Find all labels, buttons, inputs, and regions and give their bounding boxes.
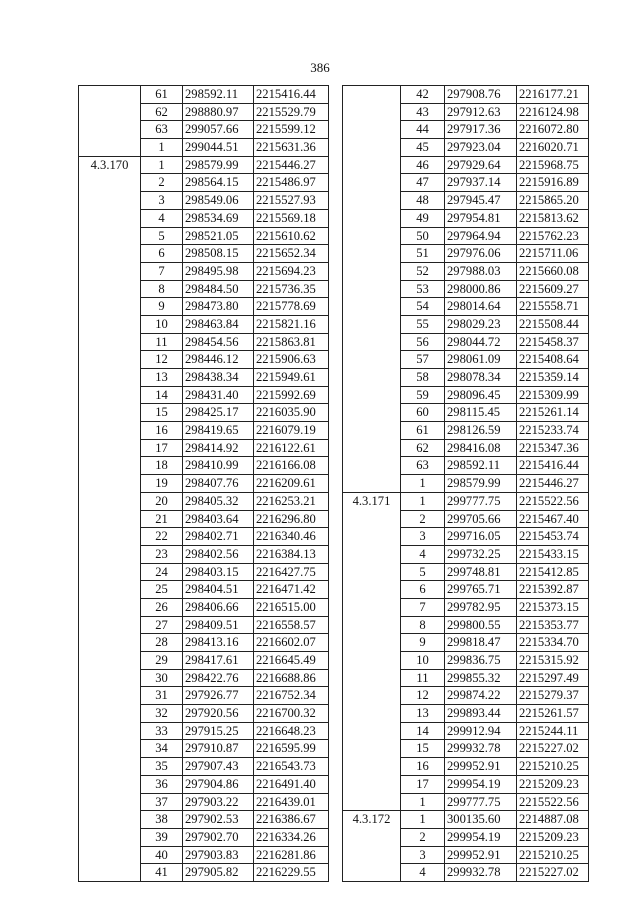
y-coordinate-cell: 2215392.87 [517, 581, 589, 599]
point-number-cell: 62 [401, 439, 445, 457]
x-coordinate-cell: 298096.45 [445, 386, 517, 404]
y-coordinate-cell: 2215297.49 [517, 669, 589, 687]
point-number-cell: 4 [401, 545, 445, 563]
x-coordinate-cell: 298115.45 [445, 404, 517, 422]
point-number-cell: 39 [141, 828, 183, 846]
y-coordinate-cell: 2215453.74 [517, 528, 589, 546]
y-coordinate-cell: 2216334.26 [254, 828, 329, 846]
y-coordinate-cell: 2216072.80 [517, 121, 589, 139]
x-coordinate-cell: 298446.12 [183, 351, 254, 369]
x-coordinate-cell: 298463.84 [183, 315, 254, 333]
x-coordinate-cell: 297954.81 [445, 209, 517, 227]
x-coordinate-cell: 300135.60 [445, 811, 517, 829]
point-number-cell: 37 [141, 793, 183, 811]
point-number-cell: 61 [141, 86, 183, 104]
x-coordinate-cell: 298534.69 [183, 209, 254, 227]
y-coordinate-cell: 2216296.80 [254, 510, 329, 528]
y-coordinate-cell: 2216471.42 [254, 581, 329, 599]
point-number-cell: 59 [401, 386, 445, 404]
table-row [79, 86, 329, 104]
x-coordinate-cell: 298419.65 [183, 422, 254, 440]
point-number-cell: 16 [141, 422, 183, 440]
y-coordinate-cell: 2215609.27 [517, 280, 589, 298]
x-coordinate-cell: 299952.91 [445, 846, 517, 864]
point-number-cell: 4 [401, 864, 445, 882]
x-coordinate-cell: 298126.59 [445, 422, 517, 440]
x-coordinate-cell: 298416.08 [445, 439, 517, 457]
x-coordinate-cell: 297908.76 [445, 86, 517, 104]
point-number-cell: 15 [401, 740, 445, 758]
x-coordinate-cell: 297910.87 [183, 740, 254, 758]
y-coordinate-cell: 2215446.27 [254, 156, 329, 174]
y-coordinate-cell: 2216543.73 [254, 758, 329, 776]
x-coordinate-cell: 297920.56 [183, 705, 254, 723]
point-number-cell: 9 [401, 634, 445, 652]
x-coordinate-cell: 299748.81 [445, 563, 517, 581]
y-coordinate-cell: 2215821.16 [254, 315, 329, 333]
point-number-cell: 63 [401, 457, 445, 475]
point-number-cell: 1 [401, 492, 445, 510]
y-coordinate-cell: 2215210.25 [517, 758, 589, 776]
y-coordinate-cell: 2215446.27 [517, 475, 589, 493]
x-coordinate-cell: 298410.99 [183, 457, 254, 475]
x-coordinate-cell: 299836.75 [445, 652, 517, 670]
x-coordinate-cell: 298425.17 [183, 404, 254, 422]
x-coordinate-cell: 298414.92 [183, 439, 254, 457]
y-coordinate-cell: 2215416.44 [254, 86, 329, 104]
point-number-cell: 22 [141, 528, 183, 546]
x-coordinate-cell: 299777.75 [445, 492, 517, 510]
y-coordinate-cell: 2215408.64 [517, 351, 589, 369]
point-number-cell: 14 [141, 386, 183, 404]
x-coordinate-cell: 298473.80 [183, 298, 254, 316]
x-coordinate-cell: 299732.25 [445, 545, 517, 563]
x-coordinate-cell: 298592.11 [183, 86, 254, 104]
y-coordinate-cell: 2216079.19 [254, 422, 329, 440]
y-coordinate-cell: 2215315.92 [517, 652, 589, 670]
x-coordinate-cell: 299705.66 [445, 510, 517, 528]
y-coordinate-cell: 2216386.67 [254, 811, 329, 829]
x-coordinate-cell: 299044.51 [183, 139, 254, 157]
x-coordinate-cell: 299932.78 [445, 740, 517, 758]
point-number-cell: 31 [141, 687, 183, 705]
x-coordinate-cell: 298880.97 [183, 103, 254, 121]
x-coordinate-cell: 299057.66 [183, 121, 254, 139]
x-coordinate-cell: 299912.94 [445, 722, 517, 740]
point-number-cell: 10 [401, 652, 445, 670]
y-coordinate-cell: 2215227.02 [517, 740, 589, 758]
table-row [343, 811, 589, 829]
point-number-cell: 12 [401, 687, 445, 705]
coordinates-table-left [78, 85, 329, 882]
x-coordinate-cell: 297903.83 [183, 846, 254, 864]
y-coordinate-cell: 2215711.06 [517, 245, 589, 263]
point-number-cell: 57 [401, 351, 445, 369]
y-coordinate-cell: 2215529.79 [254, 103, 329, 121]
point-number-cell: 29 [141, 652, 183, 670]
point-number-cell: 46 [401, 156, 445, 174]
x-coordinate-cell: 298402.56 [183, 545, 254, 563]
y-coordinate-cell: 2216229.55 [254, 864, 329, 882]
section-id-cell: 4.3.171 [343, 492, 401, 810]
table-row [79, 156, 329, 174]
x-coordinate-cell: 297976.06 [445, 245, 517, 263]
y-coordinate-cell: 2216491.40 [254, 775, 329, 793]
point-number-cell: 56 [401, 333, 445, 351]
point-number-cell: 3 [401, 528, 445, 546]
y-coordinate-cell: 2215863.81 [254, 333, 329, 351]
point-number-cell: 26 [141, 598, 183, 616]
y-coordinate-cell: 2215334.70 [517, 634, 589, 652]
point-number-cell: 5 [401, 563, 445, 581]
y-coordinate-cell: 2216602.07 [254, 634, 329, 652]
point-number-cell: 4 [141, 209, 183, 227]
y-coordinate-cell: 2216035.90 [254, 404, 329, 422]
x-coordinate-cell: 298484.50 [183, 280, 254, 298]
point-number-cell: 17 [401, 775, 445, 793]
x-coordinate-cell: 297923.04 [445, 139, 517, 157]
point-number-cell: 2 [401, 828, 445, 846]
point-number-cell: 24 [141, 563, 183, 581]
point-number-cell: 3 [401, 846, 445, 864]
y-coordinate-cell: 2215433.15 [517, 545, 589, 563]
x-coordinate-cell: 298078.34 [445, 369, 517, 387]
y-coordinate-cell: 2215569.18 [254, 209, 329, 227]
point-number-cell: 25 [141, 581, 183, 599]
x-coordinate-cell: 298438.34 [183, 369, 254, 387]
y-coordinate-cell: 2216177.21 [517, 86, 589, 104]
x-coordinate-cell: 299954.19 [445, 828, 517, 846]
y-coordinate-cell: 2215599.12 [254, 121, 329, 139]
x-coordinate-cell: 298061.09 [445, 351, 517, 369]
point-number-cell: 1 [401, 793, 445, 811]
x-coordinate-cell: 298422.76 [183, 669, 254, 687]
y-coordinate-cell: 2216752.34 [254, 687, 329, 705]
point-number-cell: 63 [141, 121, 183, 139]
point-number-cell: 28 [141, 634, 183, 652]
point-number-cell: 5 [141, 227, 183, 245]
point-number-cell: 48 [401, 192, 445, 210]
point-number-cell: 52 [401, 262, 445, 280]
point-number-cell: 36 [141, 775, 183, 793]
x-coordinate-cell: 297902.53 [183, 811, 254, 829]
x-coordinate-cell: 298521.05 [183, 227, 254, 245]
y-coordinate-cell: 2215778.69 [254, 298, 329, 316]
y-coordinate-cell: 2215558.71 [517, 298, 589, 316]
point-number-cell: 41 [141, 864, 183, 882]
x-coordinate-cell: 297902.70 [183, 828, 254, 846]
x-coordinate-cell: 297912.63 [445, 103, 517, 121]
x-coordinate-cell: 298454.56 [183, 333, 254, 351]
x-coordinate-cell: 297926.77 [183, 687, 254, 705]
point-number-cell: 1 [401, 475, 445, 493]
point-number-cell: 27 [141, 616, 183, 634]
x-coordinate-cell: 298508.15 [183, 245, 254, 263]
y-coordinate-cell: 2215992.69 [254, 386, 329, 404]
y-coordinate-cell: 2215660.08 [517, 262, 589, 280]
point-number-cell: 9 [141, 298, 183, 316]
x-coordinate-cell: 297903.22 [183, 793, 254, 811]
x-coordinate-cell: 298417.61 [183, 652, 254, 670]
y-coordinate-cell: 2215244.11 [517, 722, 589, 740]
x-coordinate-cell: 298579.99 [183, 156, 254, 174]
y-coordinate-cell: 2215209.23 [517, 828, 589, 846]
point-number-cell: 35 [141, 758, 183, 776]
y-coordinate-cell: 2215467.40 [517, 510, 589, 528]
y-coordinate-cell: 2215949.61 [254, 369, 329, 387]
point-number-cell: 1 [401, 811, 445, 829]
y-coordinate-cell: 2216253.21 [254, 492, 329, 510]
x-coordinate-cell: 298029.23 [445, 315, 517, 333]
y-coordinate-cell: 2215652.34 [254, 245, 329, 263]
x-coordinate-cell: 298014.64 [445, 298, 517, 316]
point-number-cell: 7 [141, 262, 183, 280]
point-number-cell: 44 [401, 121, 445, 139]
x-coordinate-cell: 298407.76 [183, 475, 254, 493]
y-coordinate-cell: 2215916.89 [517, 174, 589, 192]
y-coordinate-cell: 2216340.46 [254, 528, 329, 546]
x-coordinate-cell: 298406.66 [183, 598, 254, 616]
point-number-cell: 40 [141, 846, 183, 864]
x-coordinate-cell: 297945.47 [445, 192, 517, 210]
x-coordinate-cell: 298592.11 [445, 457, 517, 475]
y-coordinate-cell: 2215865.20 [517, 192, 589, 210]
point-number-cell: 34 [141, 740, 183, 758]
x-coordinate-cell: 298403.15 [183, 563, 254, 581]
point-number-cell: 2 [401, 510, 445, 528]
point-number-cell: 23 [141, 545, 183, 563]
x-coordinate-cell: 297929.64 [445, 156, 517, 174]
y-coordinate-cell: 2216439.01 [254, 793, 329, 811]
point-number-cell: 30 [141, 669, 183, 687]
coordinates-table-right [342, 85, 589, 882]
y-coordinate-cell: 2216384.13 [254, 545, 329, 563]
y-coordinate-cell: 2215279.37 [517, 687, 589, 705]
y-coordinate-cell: 2215412.85 [517, 563, 589, 581]
point-number-cell: 62 [141, 103, 183, 121]
x-coordinate-cell: 298431.40 [183, 386, 254, 404]
x-coordinate-cell: 298000.86 [445, 280, 517, 298]
y-coordinate-cell: 2215373.15 [517, 598, 589, 616]
y-coordinate-cell: 2215227.02 [517, 864, 589, 882]
x-coordinate-cell: 297988.03 [445, 262, 517, 280]
x-coordinate-cell: 299893.44 [445, 705, 517, 723]
point-number-cell: 45 [401, 139, 445, 157]
point-number-cell: 19 [141, 475, 183, 493]
x-coordinate-cell: 299782.95 [445, 598, 517, 616]
table-row [343, 86, 589, 104]
x-coordinate-cell: 297964.94 [445, 227, 517, 245]
point-number-cell: 53 [401, 280, 445, 298]
y-coordinate-cell: 2215522.56 [517, 793, 589, 811]
x-coordinate-cell: 298405.32 [183, 492, 254, 510]
point-number-cell: 54 [401, 298, 445, 316]
x-coordinate-cell: 299716.05 [445, 528, 517, 546]
y-coordinate-cell: 2215522.56 [517, 492, 589, 510]
x-coordinate-cell: 299932.78 [445, 864, 517, 882]
point-number-cell: 11 [401, 669, 445, 687]
point-number-cell: 50 [401, 227, 445, 245]
x-coordinate-cell: 298564.15 [183, 174, 254, 192]
point-number-cell: 47 [401, 174, 445, 192]
y-coordinate-cell: 2216558.57 [254, 616, 329, 634]
y-coordinate-cell: 2216427.75 [254, 563, 329, 581]
x-coordinate-cell: 297905.82 [183, 864, 254, 882]
point-number-cell: 32 [141, 705, 183, 723]
y-coordinate-cell: 2215736.35 [254, 280, 329, 298]
y-coordinate-cell: 2216515.00 [254, 598, 329, 616]
y-coordinate-cell: 2215968.75 [517, 156, 589, 174]
x-coordinate-cell: 298402.71 [183, 528, 254, 546]
point-number-cell: 11 [141, 333, 183, 351]
y-coordinate-cell: 2215527.93 [254, 192, 329, 210]
point-number-cell: 21 [141, 510, 183, 528]
point-number-cell: 20 [141, 492, 183, 510]
point-number-cell: 14 [401, 722, 445, 740]
section-id-cell: 4.3.172 [343, 811, 401, 882]
point-number-cell: 38 [141, 811, 183, 829]
y-coordinate-cell: 2216122.61 [254, 439, 329, 457]
y-coordinate-cell: 2216688.86 [254, 669, 329, 687]
point-number-cell: 61 [401, 422, 445, 440]
y-coordinate-cell: 2215353.77 [517, 616, 589, 634]
point-number-cell: 33 [141, 722, 183, 740]
y-coordinate-cell: 2216645.49 [254, 652, 329, 670]
y-coordinate-cell: 2216124.98 [517, 103, 589, 121]
y-coordinate-cell: 2215233.74 [517, 422, 589, 440]
point-number-cell: 6 [401, 581, 445, 599]
x-coordinate-cell: 297904.86 [183, 775, 254, 793]
y-coordinate-cell: 2215508.44 [517, 315, 589, 333]
x-coordinate-cell: 298403.64 [183, 510, 254, 528]
y-coordinate-cell: 2215210.25 [517, 846, 589, 864]
point-number-cell: 3 [141, 192, 183, 210]
x-coordinate-cell: 299954.19 [445, 775, 517, 793]
point-number-cell: 1 [141, 139, 183, 157]
y-coordinate-cell: 2215631.36 [254, 139, 329, 157]
x-coordinate-cell: 298413.16 [183, 634, 254, 652]
y-coordinate-cell: 2214887.08 [517, 811, 589, 829]
x-coordinate-cell: 299952.91 [445, 758, 517, 776]
x-coordinate-cell: 298549.06 [183, 192, 254, 210]
y-coordinate-cell: 2215416.44 [517, 457, 589, 475]
y-coordinate-cell: 2215261.57 [517, 705, 589, 723]
point-number-cell: 1 [141, 156, 183, 174]
y-coordinate-cell: 2215347.36 [517, 439, 589, 457]
y-coordinate-cell: 2216020.71 [517, 139, 589, 157]
point-number-cell: 55 [401, 315, 445, 333]
point-number-cell: 58 [401, 369, 445, 387]
y-coordinate-cell: 2215261.14 [517, 404, 589, 422]
point-number-cell: 51 [401, 245, 445, 263]
point-number-cell: 16 [401, 758, 445, 776]
section-id-cell [79, 86, 141, 157]
y-coordinate-cell: 2215610.62 [254, 227, 329, 245]
y-coordinate-cell: 2216700.32 [254, 705, 329, 723]
point-number-cell: 60 [401, 404, 445, 422]
y-coordinate-cell: 2216166.08 [254, 457, 329, 475]
point-number-cell: 43 [401, 103, 445, 121]
point-number-cell: 8 [141, 280, 183, 298]
section-id-cell: 4.3.170 [79, 156, 141, 881]
section-id-cell [343, 86, 401, 493]
table-row [343, 492, 589, 510]
y-coordinate-cell: 2215813.62 [517, 209, 589, 227]
y-coordinate-cell: 2216648.23 [254, 722, 329, 740]
point-number-cell: 13 [401, 705, 445, 723]
y-coordinate-cell: 2215458.37 [517, 333, 589, 351]
x-coordinate-cell: 297937.14 [445, 174, 517, 192]
point-number-cell: 8 [401, 616, 445, 634]
point-number-cell: 10 [141, 315, 183, 333]
point-number-cell: 17 [141, 439, 183, 457]
y-coordinate-cell: 2215359.14 [517, 369, 589, 387]
point-number-cell: 2 [141, 174, 183, 192]
y-coordinate-cell: 2215762.23 [517, 227, 589, 245]
x-coordinate-cell: 299818.47 [445, 634, 517, 652]
y-coordinate-cell: 2215694.23 [254, 262, 329, 280]
x-coordinate-cell: 298409.51 [183, 616, 254, 634]
x-coordinate-cell: 298579.99 [445, 475, 517, 493]
x-coordinate-cell: 299777.75 [445, 793, 517, 811]
point-number-cell: 7 [401, 598, 445, 616]
x-coordinate-cell: 297907.43 [183, 758, 254, 776]
x-coordinate-cell: 299874.22 [445, 687, 517, 705]
x-coordinate-cell: 298044.72 [445, 333, 517, 351]
x-coordinate-cell: 298495.98 [183, 262, 254, 280]
y-coordinate-cell: 2215486.97 [254, 174, 329, 192]
x-coordinate-cell: 299765.71 [445, 581, 517, 599]
y-coordinate-cell: 2215906.63 [254, 351, 329, 369]
y-coordinate-cell: 2216595.99 [254, 740, 329, 758]
point-number-cell: 12 [141, 351, 183, 369]
point-number-cell: 18 [141, 457, 183, 475]
x-coordinate-cell: 299800.55 [445, 616, 517, 634]
x-coordinate-cell: 297915.25 [183, 722, 254, 740]
point-number-cell: 6 [141, 245, 183, 263]
y-coordinate-cell: 2215309.99 [517, 386, 589, 404]
point-number-cell: 13 [141, 369, 183, 387]
x-coordinate-cell: 299855.32 [445, 669, 517, 687]
point-number-cell: 42 [401, 86, 445, 104]
y-coordinate-cell: 2216209.61 [254, 475, 329, 493]
y-coordinate-cell: 2216281.86 [254, 846, 329, 864]
point-number-cell: 15 [141, 404, 183, 422]
x-coordinate-cell: 297917.36 [445, 121, 517, 139]
x-coordinate-cell: 298404.51 [183, 581, 254, 599]
page-number: 386 [310, 60, 330, 75]
y-coordinate-cell: 2215209.23 [517, 775, 589, 793]
point-number-cell: 49 [401, 209, 445, 227]
